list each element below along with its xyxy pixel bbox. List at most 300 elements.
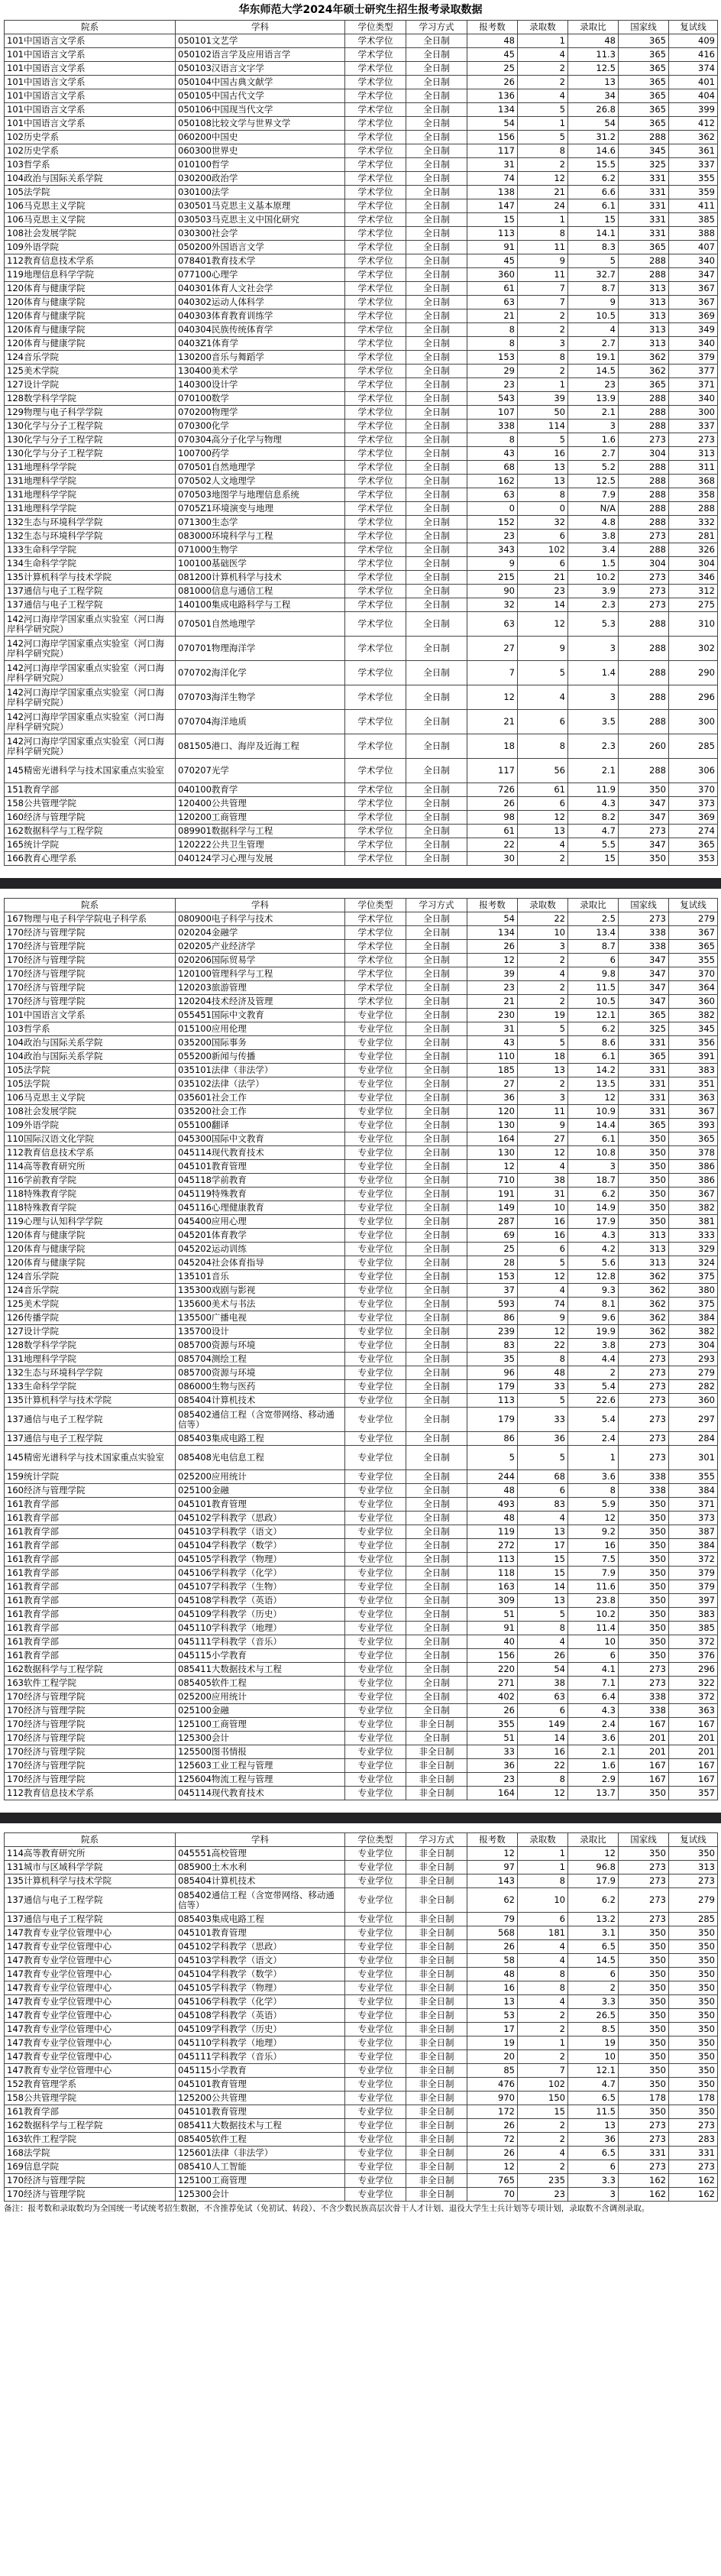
admitted-cell: 2 xyxy=(518,2133,568,2147)
ratio-cell: 2.1 xyxy=(568,759,619,783)
national-line-cell: 345 xyxy=(619,144,669,158)
admitted-cell: 31 xyxy=(518,1188,568,1201)
major-cell: 120200工商管理 xyxy=(176,811,345,825)
admitted-cell: 8 xyxy=(518,1981,568,1995)
dept-cell: 120体育与健康学院 xyxy=(5,1256,176,1270)
study-mode-cell: 全日制 xyxy=(406,1432,467,1446)
ratio-cell: 5.4 xyxy=(568,1380,619,1394)
column-header: 学科 xyxy=(176,1833,345,1847)
retest-line-cell: 412 xyxy=(669,117,718,131)
major-cell: 035101法律（非法学） xyxy=(176,1064,345,1077)
major-cell: 045114现代教育技术 xyxy=(176,1787,345,1800)
degree-type-cell: 专业学位 xyxy=(345,1940,406,1954)
study-mode-cell: 非全日制 xyxy=(406,2174,467,2188)
study-mode-cell: 全日制 xyxy=(406,76,467,89)
applicants-cell: 30 xyxy=(467,852,518,866)
study-mode-cell: 全日制 xyxy=(406,783,467,797)
national-line-cell: 365 xyxy=(619,378,669,392)
section-divider xyxy=(0,878,721,889)
major-cell: 125500图书情报 xyxy=(176,1745,345,1759)
retest-line-cell: 373 xyxy=(669,797,718,811)
major-cell: 085405软件工程 xyxy=(176,1677,345,1690)
study-mode-cell: 全日制 xyxy=(406,912,467,926)
retest-line-cell: 297 xyxy=(669,1408,718,1432)
study-mode-cell: 全日制 xyxy=(406,1146,467,1160)
major-cell: 045115小学教育 xyxy=(176,2064,345,2078)
major-cell: 045201体育教学 xyxy=(176,1229,345,1243)
admitted-cell: 74 xyxy=(518,1298,568,1311)
degree-type-cell: 专业学位 xyxy=(345,1188,406,1201)
dept-cell: 131地理科学学院 xyxy=(5,502,176,516)
degree-type-cell: 学术学位 xyxy=(345,571,406,585)
dept-cell: 112教育信息技术学系 xyxy=(5,254,176,268)
degree-type-cell: 专业学位 xyxy=(345,1690,406,1704)
major-cell: 050106中国现当代文学 xyxy=(176,103,345,117)
ratio-cell: 16 xyxy=(568,1539,619,1553)
study-mode-cell: 全日制 xyxy=(406,420,467,433)
admitted-cell: 9 xyxy=(518,637,568,661)
degree-type-cell: 学术学位 xyxy=(345,351,406,365)
major-cell: 045400应用心理 xyxy=(176,1215,345,1229)
ratio-cell: 48 xyxy=(568,34,619,48)
major-cell: 045106学科教学（化学） xyxy=(176,1995,345,2009)
major-cell: 070702海洋化学 xyxy=(176,661,345,685)
table-row xyxy=(5,1446,718,1470)
ratio-cell: 14.1 xyxy=(568,227,619,241)
degree-type-cell: 专业学位 xyxy=(345,1913,406,1926)
degree-type-cell: 专业学位 xyxy=(345,1745,406,1759)
dept-cell: 169信息学院 xyxy=(5,2160,176,2174)
retest-line-cell: 411 xyxy=(669,199,718,213)
dept-cell: 133生命科学学院 xyxy=(5,543,176,557)
dept-cell: 147教育专业学位管理中心 xyxy=(5,2009,176,2023)
retest-line-cell: 304 xyxy=(669,557,718,571)
dept-cell: 108社会发展学院 xyxy=(5,1105,176,1119)
applicants-cell: 164 xyxy=(467,1787,518,1800)
applicants-cell: 8 xyxy=(467,323,518,337)
study-mode-cell: 全日制 xyxy=(406,516,467,530)
table-row xyxy=(5,1787,718,1800)
study-mode-cell: 非全日制 xyxy=(406,2092,467,2105)
admitted-cell: 6 xyxy=(518,557,568,571)
study-mode-cell: 全日制 xyxy=(406,1091,467,1105)
degree-type-cell: 专业学位 xyxy=(345,1622,406,1635)
retest-line-cell: 350 xyxy=(669,2023,718,2036)
admitted-cell: 7 xyxy=(518,296,568,309)
study-mode-cell: 全日制 xyxy=(406,954,467,967)
applicants-cell: 134 xyxy=(467,103,518,117)
applicants-cell: 35 xyxy=(467,1353,518,1366)
table-row xyxy=(5,516,718,530)
ratio-cell: 10 xyxy=(568,1635,619,1649)
table-row xyxy=(5,1408,718,1432)
table-row xyxy=(5,825,718,838)
national-line-cell: 365 xyxy=(619,34,669,48)
degree-type-cell: 学术学位 xyxy=(345,447,406,461)
major-cell: 020204金融学 xyxy=(176,926,345,940)
ratio-cell: 4.7 xyxy=(568,2078,619,2092)
study-mode-cell: 全日制 xyxy=(406,1580,467,1594)
degree-type-cell: 学术学位 xyxy=(345,282,406,296)
major-cell: 120204技术经济及管理 xyxy=(176,995,345,1009)
applicants-cell: 97 xyxy=(467,1861,518,1874)
applicants-cell: 45 xyxy=(467,48,518,62)
table-row xyxy=(5,1105,718,1119)
degree-type-cell: 专业学位 xyxy=(345,1105,406,1119)
degree-type-cell: 专业学位 xyxy=(345,1215,406,1229)
dept-cell: 160经济与管理学院 xyxy=(5,1484,176,1498)
ratio-cell: 8.5 xyxy=(568,2023,619,2036)
admitted-cell: 10 xyxy=(518,1201,568,1215)
retest-line-cell: 350 xyxy=(669,1968,718,1981)
applicants-cell: 272 xyxy=(467,1539,518,1553)
applicants-cell: 40 xyxy=(467,1635,518,1649)
study-mode-cell: 全日制 xyxy=(406,241,467,254)
column-header: 国家线 xyxy=(619,899,669,912)
admitted-cell: 4 xyxy=(518,685,568,710)
major-cell: 070501自然地理学 xyxy=(176,612,345,637)
admitted-cell: 8 xyxy=(518,734,568,759)
admitted-cell: 63 xyxy=(518,1690,568,1704)
ratio-cell: 9.2 xyxy=(568,1525,619,1539)
national-line-cell: 331 xyxy=(619,1077,669,1091)
major-cell: 050104中国古典文献学 xyxy=(176,76,345,89)
study-mode-cell: 全日制 xyxy=(406,1311,467,1325)
national-line-cell: 331 xyxy=(619,199,669,213)
national-line-cell: 178 xyxy=(619,2092,669,2105)
degree-type-cell: 专业学位 xyxy=(345,1146,406,1160)
study-mode-cell: 全日制 xyxy=(406,1470,467,1484)
major-cell: 081505港口、海岸及近海工程 xyxy=(176,734,345,759)
ratio-cell: 4.3 xyxy=(568,1704,619,1718)
national-line-cell: 362 xyxy=(619,1311,669,1325)
degree-type-cell: 学术学位 xyxy=(345,131,406,144)
ratio-cell: 31.2 xyxy=(568,131,619,144)
dept-cell: 170经济与管理学院 xyxy=(5,1690,176,1704)
table-row xyxy=(5,1091,718,1105)
dept-cell: 170经济与管理学院 xyxy=(5,1732,176,1745)
ratio-cell: 2.9 xyxy=(568,1773,619,1787)
retest-line-cell: 386 xyxy=(669,1160,718,1174)
study-mode-cell: 全日制 xyxy=(406,967,467,981)
study-mode-cell: 全日制 xyxy=(406,144,467,158)
national-line-cell: 347 xyxy=(619,797,669,811)
degree-type-cell: 学术学位 xyxy=(345,227,406,241)
national-line-cell: 273 xyxy=(619,825,669,838)
degree-type-cell: 学术学位 xyxy=(345,759,406,783)
table-row xyxy=(5,981,718,995)
admitted-cell: 1 xyxy=(518,1847,568,1861)
table-row xyxy=(5,2147,718,2160)
national-line-cell: 331 xyxy=(619,1105,669,1119)
retest-line-cell: 347 xyxy=(669,268,718,282)
ratio-cell: 12.1 xyxy=(568,2064,619,2078)
national-line-cell: 288 xyxy=(619,406,669,420)
admitted-cell: 4 xyxy=(518,1940,568,1954)
national-line-cell: 350 xyxy=(619,1146,669,1160)
applicants-cell: 220 xyxy=(467,1663,518,1677)
degree-type-cell: 学术学位 xyxy=(345,734,406,759)
study-mode-cell: 全日制 xyxy=(406,1132,467,1146)
degree-type-cell: 学术学位 xyxy=(345,598,406,612)
retest-line-cell: 350 xyxy=(669,1847,718,1861)
applicants-cell: 163 xyxy=(467,1580,518,1594)
ratio-cell: 3 xyxy=(568,420,619,433)
study-mode-cell: 非全日制 xyxy=(406,2023,467,2036)
major-cell: 045202运动训练 xyxy=(176,1243,345,1256)
degree-type-cell: 专业学位 xyxy=(345,1284,406,1298)
retest-line-cell: 371 xyxy=(669,1498,718,1512)
study-mode-cell: 全日制 xyxy=(406,1050,467,1064)
study-mode-cell: 全日制 xyxy=(406,34,467,48)
dept-cell: 162数据科学与工程学院 xyxy=(5,1663,176,1677)
admitted-cell: 9 xyxy=(518,1311,568,1325)
admitted-cell: 2 xyxy=(518,2009,568,2023)
ratio-cell: 5.9 xyxy=(568,1498,619,1512)
applicants-cell: 16 xyxy=(467,1981,518,1995)
dept-cell: 147教育专业学位管理中心 xyxy=(5,1954,176,1968)
dept-cell: 103哲学系 xyxy=(5,158,176,172)
study-mode-cell: 非全日制 xyxy=(406,1968,467,1981)
applicants-cell: 61 xyxy=(467,825,518,838)
national-line-cell: 313 xyxy=(619,323,669,337)
national-line-cell: 350 xyxy=(619,1174,669,1188)
dept-cell: 128数学科学学院 xyxy=(5,392,176,406)
major-cell: 135101音乐 xyxy=(176,1270,345,1284)
applicants-cell: 215 xyxy=(467,571,518,585)
national-line-cell: 288 xyxy=(619,543,669,557)
retest-line-cell: 326 xyxy=(669,543,718,557)
admitted-cell: 5 xyxy=(518,661,568,685)
study-mode-cell: 全日制 xyxy=(406,1009,467,1022)
degree-type-cell: 专业学位 xyxy=(345,1201,406,1215)
study-mode-cell: 非全日制 xyxy=(406,1861,467,1874)
applicants-cell: 79 xyxy=(467,1913,518,1926)
study-mode-cell: 全日制 xyxy=(406,1380,467,1394)
dept-cell: 163软件工程学院 xyxy=(5,1677,176,1690)
applicants-cell: 21 xyxy=(467,309,518,323)
major-cell: 010100哲学 xyxy=(176,158,345,172)
major-cell: 040303体育教育训练学 xyxy=(176,309,345,323)
dept-cell: 165统计学院 xyxy=(5,838,176,852)
retest-line-cell: 162 xyxy=(669,2174,718,2188)
retest-line-cell: 285 xyxy=(669,734,718,759)
applicants-cell: 156 xyxy=(467,131,518,144)
study-mode-cell: 非全日制 xyxy=(406,1773,467,1787)
dept-cell: 119心理与认知科学学院 xyxy=(5,1215,176,1229)
ratio-cell: 4.3 xyxy=(568,797,619,811)
table-row xyxy=(5,1160,718,1174)
national-line-cell: 273 xyxy=(619,1394,669,1408)
ratio-cell: 10.2 xyxy=(568,1608,619,1622)
dept-cell: 170经济与管理学院 xyxy=(5,940,176,954)
table-row xyxy=(5,1649,718,1663)
study-mode-cell: 非全日制 xyxy=(406,2147,467,2160)
admitted-cell: 102 xyxy=(518,2078,568,2092)
study-mode-cell: 非全日制 xyxy=(406,1759,467,1773)
table-row xyxy=(5,2009,718,2023)
degree-type-cell: 专业学位 xyxy=(345,1022,406,1036)
major-cell: 085900土木水利 xyxy=(176,1861,345,1874)
study-mode-cell: 全日制 xyxy=(406,227,467,241)
major-cell: 085402通信工程（含宽带网络、移动通信等） xyxy=(176,1408,345,1432)
national-line-cell: 350 xyxy=(619,1553,669,1567)
admitted-cell: 235 xyxy=(518,2174,568,2188)
dept-cell: 170经济与管理学院 xyxy=(5,954,176,967)
major-cell: 070200物理学 xyxy=(176,406,345,420)
admitted-cell: 4 xyxy=(518,1995,568,2009)
table-row xyxy=(5,783,718,797)
admitted-cell: 11 xyxy=(518,241,568,254)
study-mode-cell: 全日制 xyxy=(406,1077,467,1091)
degree-type-cell: 学术学位 xyxy=(345,406,406,420)
retest-line-cell: 306 xyxy=(669,759,718,783)
degree-type-cell: 专业学位 xyxy=(345,1968,406,1981)
national-line-cell: 313 xyxy=(619,1229,669,1243)
dept-cell: 125美术学院 xyxy=(5,1298,176,1311)
retest-line-cell: 350 xyxy=(669,2050,718,2064)
degree-type-cell: 学术学位 xyxy=(345,585,406,598)
dept-cell: 102历史学系 xyxy=(5,131,176,144)
ratio-cell: N/A xyxy=(568,502,619,516)
column-header: 报考数 xyxy=(467,21,518,34)
table-row xyxy=(5,447,718,461)
degree-type-cell: 专业学位 xyxy=(345,1325,406,1339)
table-row xyxy=(5,1704,718,1718)
table-row xyxy=(5,2092,718,2105)
ratio-cell: 13 xyxy=(568,76,619,89)
ratio-cell: 3.8 xyxy=(568,530,619,543)
ratio-cell: 8 xyxy=(568,1484,619,1498)
retest-line-cell: 397 xyxy=(669,1594,718,1608)
major-cell: 085404计算机技术 xyxy=(176,1874,345,1888)
study-mode-cell: 非全日制 xyxy=(406,1981,467,1995)
admitted-cell: 10 xyxy=(518,1888,568,1913)
degree-type-cell: 学术学位 xyxy=(345,62,406,76)
degree-type-cell: 专业学位 xyxy=(345,1773,406,1787)
national-line-cell: 273 xyxy=(619,1913,669,1926)
degree-type-cell: 学术学位 xyxy=(345,981,406,995)
admitted-cell: 8 xyxy=(518,1874,568,1888)
ratio-cell: 12.5 xyxy=(568,62,619,76)
applicants-cell: 143 xyxy=(467,1874,518,1888)
admitted-cell: 9 xyxy=(518,254,568,268)
retest-line-cell: 369 xyxy=(669,811,718,825)
dept-cell: 147教育专业学位管理中心 xyxy=(5,1981,176,1995)
study-mode-cell: 全日制 xyxy=(406,323,467,337)
major-cell: 040304民族传统体育学 xyxy=(176,323,345,337)
table-row xyxy=(5,199,718,213)
applicants-cell: 48 xyxy=(467,1484,518,1498)
study-mode-cell: 全日制 xyxy=(406,1649,467,1663)
applicants-cell: 12 xyxy=(467,2160,518,2174)
degree-type-cell: 专业学位 xyxy=(345,1718,406,1732)
ratio-cell: 12 xyxy=(568,1847,619,1861)
ratio-cell: 1.6 xyxy=(568,1759,619,1773)
study-mode-cell: 全日制 xyxy=(406,1064,467,1077)
applicants-cell: 29 xyxy=(467,365,518,378)
ratio-cell: 7.5 xyxy=(568,1553,619,1567)
dept-cell: 131地理科学学院 xyxy=(5,475,176,488)
table-row xyxy=(5,1861,718,1874)
national-line-cell: 304 xyxy=(619,557,669,571)
table-row xyxy=(5,2160,718,2174)
applicants-cell: 25 xyxy=(467,1243,518,1256)
dept-cell: 163软件工程学院 xyxy=(5,2133,176,2147)
retest-line-cell: 322 xyxy=(669,1677,718,1690)
national-line-cell: 331 xyxy=(619,186,669,199)
admitted-cell: 1 xyxy=(518,2036,568,2050)
major-cell: 135700设计 xyxy=(176,1325,345,1339)
table-row xyxy=(5,2050,718,2064)
national-line-cell: 350 xyxy=(619,1580,669,1594)
retest-line-cell: 387 xyxy=(669,1525,718,1539)
dept-cell: 131城市与区域科学学院 xyxy=(5,1861,176,1874)
dept-cell: 120体育与健康学院 xyxy=(5,323,176,337)
ratio-cell: 15 xyxy=(568,213,619,227)
applicants-cell: 19 xyxy=(467,2036,518,2050)
major-cell: 083000环境科学与工程 xyxy=(176,530,345,543)
column-header: 复试线 xyxy=(669,21,718,34)
retest-line-cell: 391 xyxy=(669,1050,718,1064)
admitted-cell: 2 xyxy=(518,309,568,323)
ratio-cell: 3.6 xyxy=(568,1732,619,1745)
national-line-cell: 362 xyxy=(619,1284,669,1298)
retest-line-cell: 367 xyxy=(669,926,718,940)
national-line-cell: 331 xyxy=(619,172,669,186)
study-mode-cell: 全日制 xyxy=(406,759,467,783)
applicants-cell: 28 xyxy=(467,1256,518,1270)
degree-type-cell: 学术学位 xyxy=(345,186,406,199)
study-mode-cell: 全日制 xyxy=(406,1622,467,1635)
retest-line-cell: 360 xyxy=(669,1394,718,1408)
major-cell: 030300社会学 xyxy=(176,227,345,241)
applicants-cell: 17 xyxy=(467,2023,518,2036)
major-cell: 045101教育管理 xyxy=(176,1926,345,1940)
major-cell: 050101文艺学 xyxy=(176,34,345,48)
study-mode-cell: 全日制 xyxy=(406,62,467,76)
ratio-cell: 3.9 xyxy=(568,585,619,598)
ratio-cell: 3 xyxy=(568,685,619,710)
column-header: 复试线 xyxy=(669,1833,718,1847)
national-line-cell: 350 xyxy=(619,1539,669,1553)
admitted-cell: 36 xyxy=(518,1432,568,1446)
table-row xyxy=(5,48,718,62)
admitted-cell: 1 xyxy=(518,117,568,131)
degree-type-cell: 专业学位 xyxy=(345,1091,406,1105)
major-cell: 045101教育管理 xyxy=(176,1498,345,1512)
dept-cell: 132生态与环境科学学院 xyxy=(5,530,176,543)
study-mode-cell: 全日制 xyxy=(406,797,467,811)
admitted-cell: 8 xyxy=(518,1968,568,1981)
applicants-cell: 54 xyxy=(467,912,518,926)
admitted-cell: 4 xyxy=(518,1954,568,1968)
dept-cell: 159统计学院 xyxy=(5,1470,176,1484)
national-line-cell: 288 xyxy=(619,637,669,661)
admitted-cell: 16 xyxy=(518,447,568,461)
degree-type-cell: 专业学位 xyxy=(345,1009,406,1022)
applicants-cell: 23 xyxy=(467,981,518,995)
dept-cell: 158公共管理学院 xyxy=(5,797,176,811)
national-line-cell: 347 xyxy=(619,995,669,1009)
table-row xyxy=(5,475,718,488)
table-row xyxy=(5,1394,718,1408)
retest-line-cell: 167 xyxy=(669,1759,718,1773)
table-row xyxy=(5,1132,718,1146)
table-row xyxy=(5,186,718,199)
retest-line-cell: 357 xyxy=(669,1787,718,1800)
retest-line-cell: 371 xyxy=(669,378,718,392)
